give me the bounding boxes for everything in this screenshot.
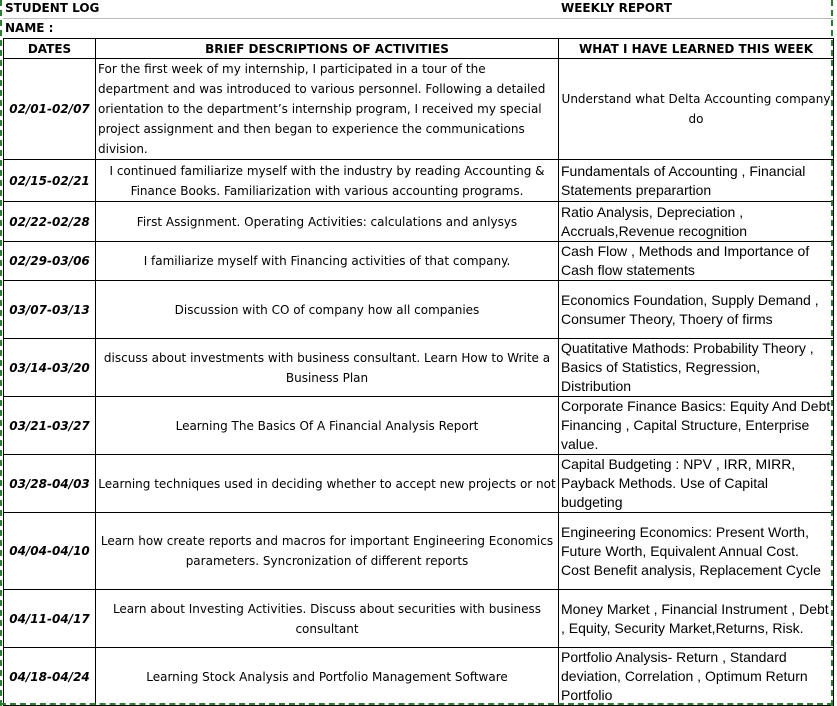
description-cell: Learning The Basics Of A Financial Analysis Report (96, 397, 559, 455)
date-cell: 03/14-03/20 (4, 339, 96, 397)
learned-cell: Corporate Finance Basics: Equity And Debt Financing , Capital Structure, Enterprise value. (559, 397, 834, 455)
table-row (4, 160, 834, 202)
learned-cell: Capital Budgeting : NPV , IRR, MIRR, Payback Methods. Use of Capital budgeting (559, 455, 834, 513)
description-cell: First Assignment. Operating Activities: calculations and anlysys (96, 202, 559, 242)
student-log-title: STUDENT LOG (5, 1, 100, 15)
weekly-report-title: WEEKLY REPORT (561, 1, 672, 15)
column-header-learned: WHAT I HAVE LEARNED THIS WEEK (559, 39, 834, 59)
learned-cell: Understand what Delta Accounting company do (559, 59, 834, 160)
page-break-bottom (0, 703, 833, 705)
date-cell: 02/29-03/06 (4, 242, 96, 281)
learned-cell: Economics Foundation, Supply Demand , Consumer Theory, Thoery of firms (559, 281, 834, 339)
table-row (4, 590, 834, 648)
column-header-dates: DATES (4, 39, 96, 59)
column-header-row (4, 39, 834, 59)
learned-cell: Ratio Analysis, Depreciation , Accruals,Revenue recognition (559, 202, 834, 242)
description-cell: discuss about investments with business consultant. Learn How to Write a Business Plan (96, 339, 559, 397)
date-cell: 02/22-02/28 (4, 202, 96, 242)
date-cell: 03/07-03/13 (4, 281, 96, 339)
table-row (4, 339, 834, 397)
learned-cell: Portfolio Analysis- Return , Standard deviation, Correlation , Optimum Return Portfolio (559, 648, 834, 706)
learned-cell: Cash Flow , Methods and Importance of Cash flow statements (559, 242, 834, 281)
date-cell: 04/18-04/24 (4, 648, 96, 706)
learned-cell: Fundamentals of Accounting , Financial Statements preparartion (559, 160, 834, 202)
page-break-right (831, 0, 833, 706)
page-break-left (0, 0, 2, 706)
date-cell: 04/11-04/17 (4, 590, 96, 648)
table-row (4, 59, 834, 160)
description-cell: For the first week of my internship, I participated in a tour of the department and was introduced to various personnel. Following a detailed orientation to the department’s internship program, I received my special project assignment and then began to experience the communications division. (96, 59, 559, 160)
description-cell: I continued familiarize myself with the industry by reading Accounting & Finance Books. Familiarization with various accounting programs. (96, 160, 559, 202)
date-cell: 04/04-04/10 (4, 513, 96, 590)
activity-log-table (3, 38, 834, 706)
learned-cell: Quatitative Mathods: Probability Theory , Basics of Statistics, Regression, Distribution (559, 339, 834, 397)
table-row (4, 202, 834, 242)
name-label: NAME : (5, 21, 54, 35)
table-row (4, 513, 834, 590)
learned-cell: Money Market , Financial Instrument , Debt , Equity, Security Market,Returns, Risk. (559, 590, 834, 648)
date-cell: 03/28-04/03 (4, 455, 96, 513)
date-cell: 02/01-02/07 (4, 59, 96, 160)
name-row (3, 18, 833, 38)
description-cell: I familiarize myself with Financing activities of that company. (96, 242, 559, 281)
description-cell: Learning techniques used in deciding whether to accept new projects or not (96, 455, 559, 513)
table-row (4, 648, 834, 706)
table-row (4, 281, 834, 339)
date-cell: 03/21-03/27 (4, 397, 96, 455)
description-cell: Learning Stock Analysis and Portfolio Management Software (96, 648, 559, 706)
description-cell: Discussion with CO of company how all companies (96, 281, 559, 339)
description-cell: Learn about Investing Activities. Discuss about securities with business consultant (96, 590, 559, 648)
table-row (4, 242, 834, 281)
column-header-descriptions: BRIEF DESCRIPTIONS OF ACTIVITIES (96, 39, 559, 59)
title-row (3, 0, 833, 19)
description-cell: Learn how create reports and macros for important Engineering Economics parameters. Syncronization of different reports (96, 513, 559, 590)
table-row (4, 397, 834, 455)
table-row (4, 455, 834, 513)
date-cell: 02/15-02/21 (4, 160, 96, 202)
learned-cell: Engineering Economics: Present Worth, Future Worth, Equivalent Annual Cost. Cost Benefit analysis, Replacement Cycle (559, 513, 834, 590)
